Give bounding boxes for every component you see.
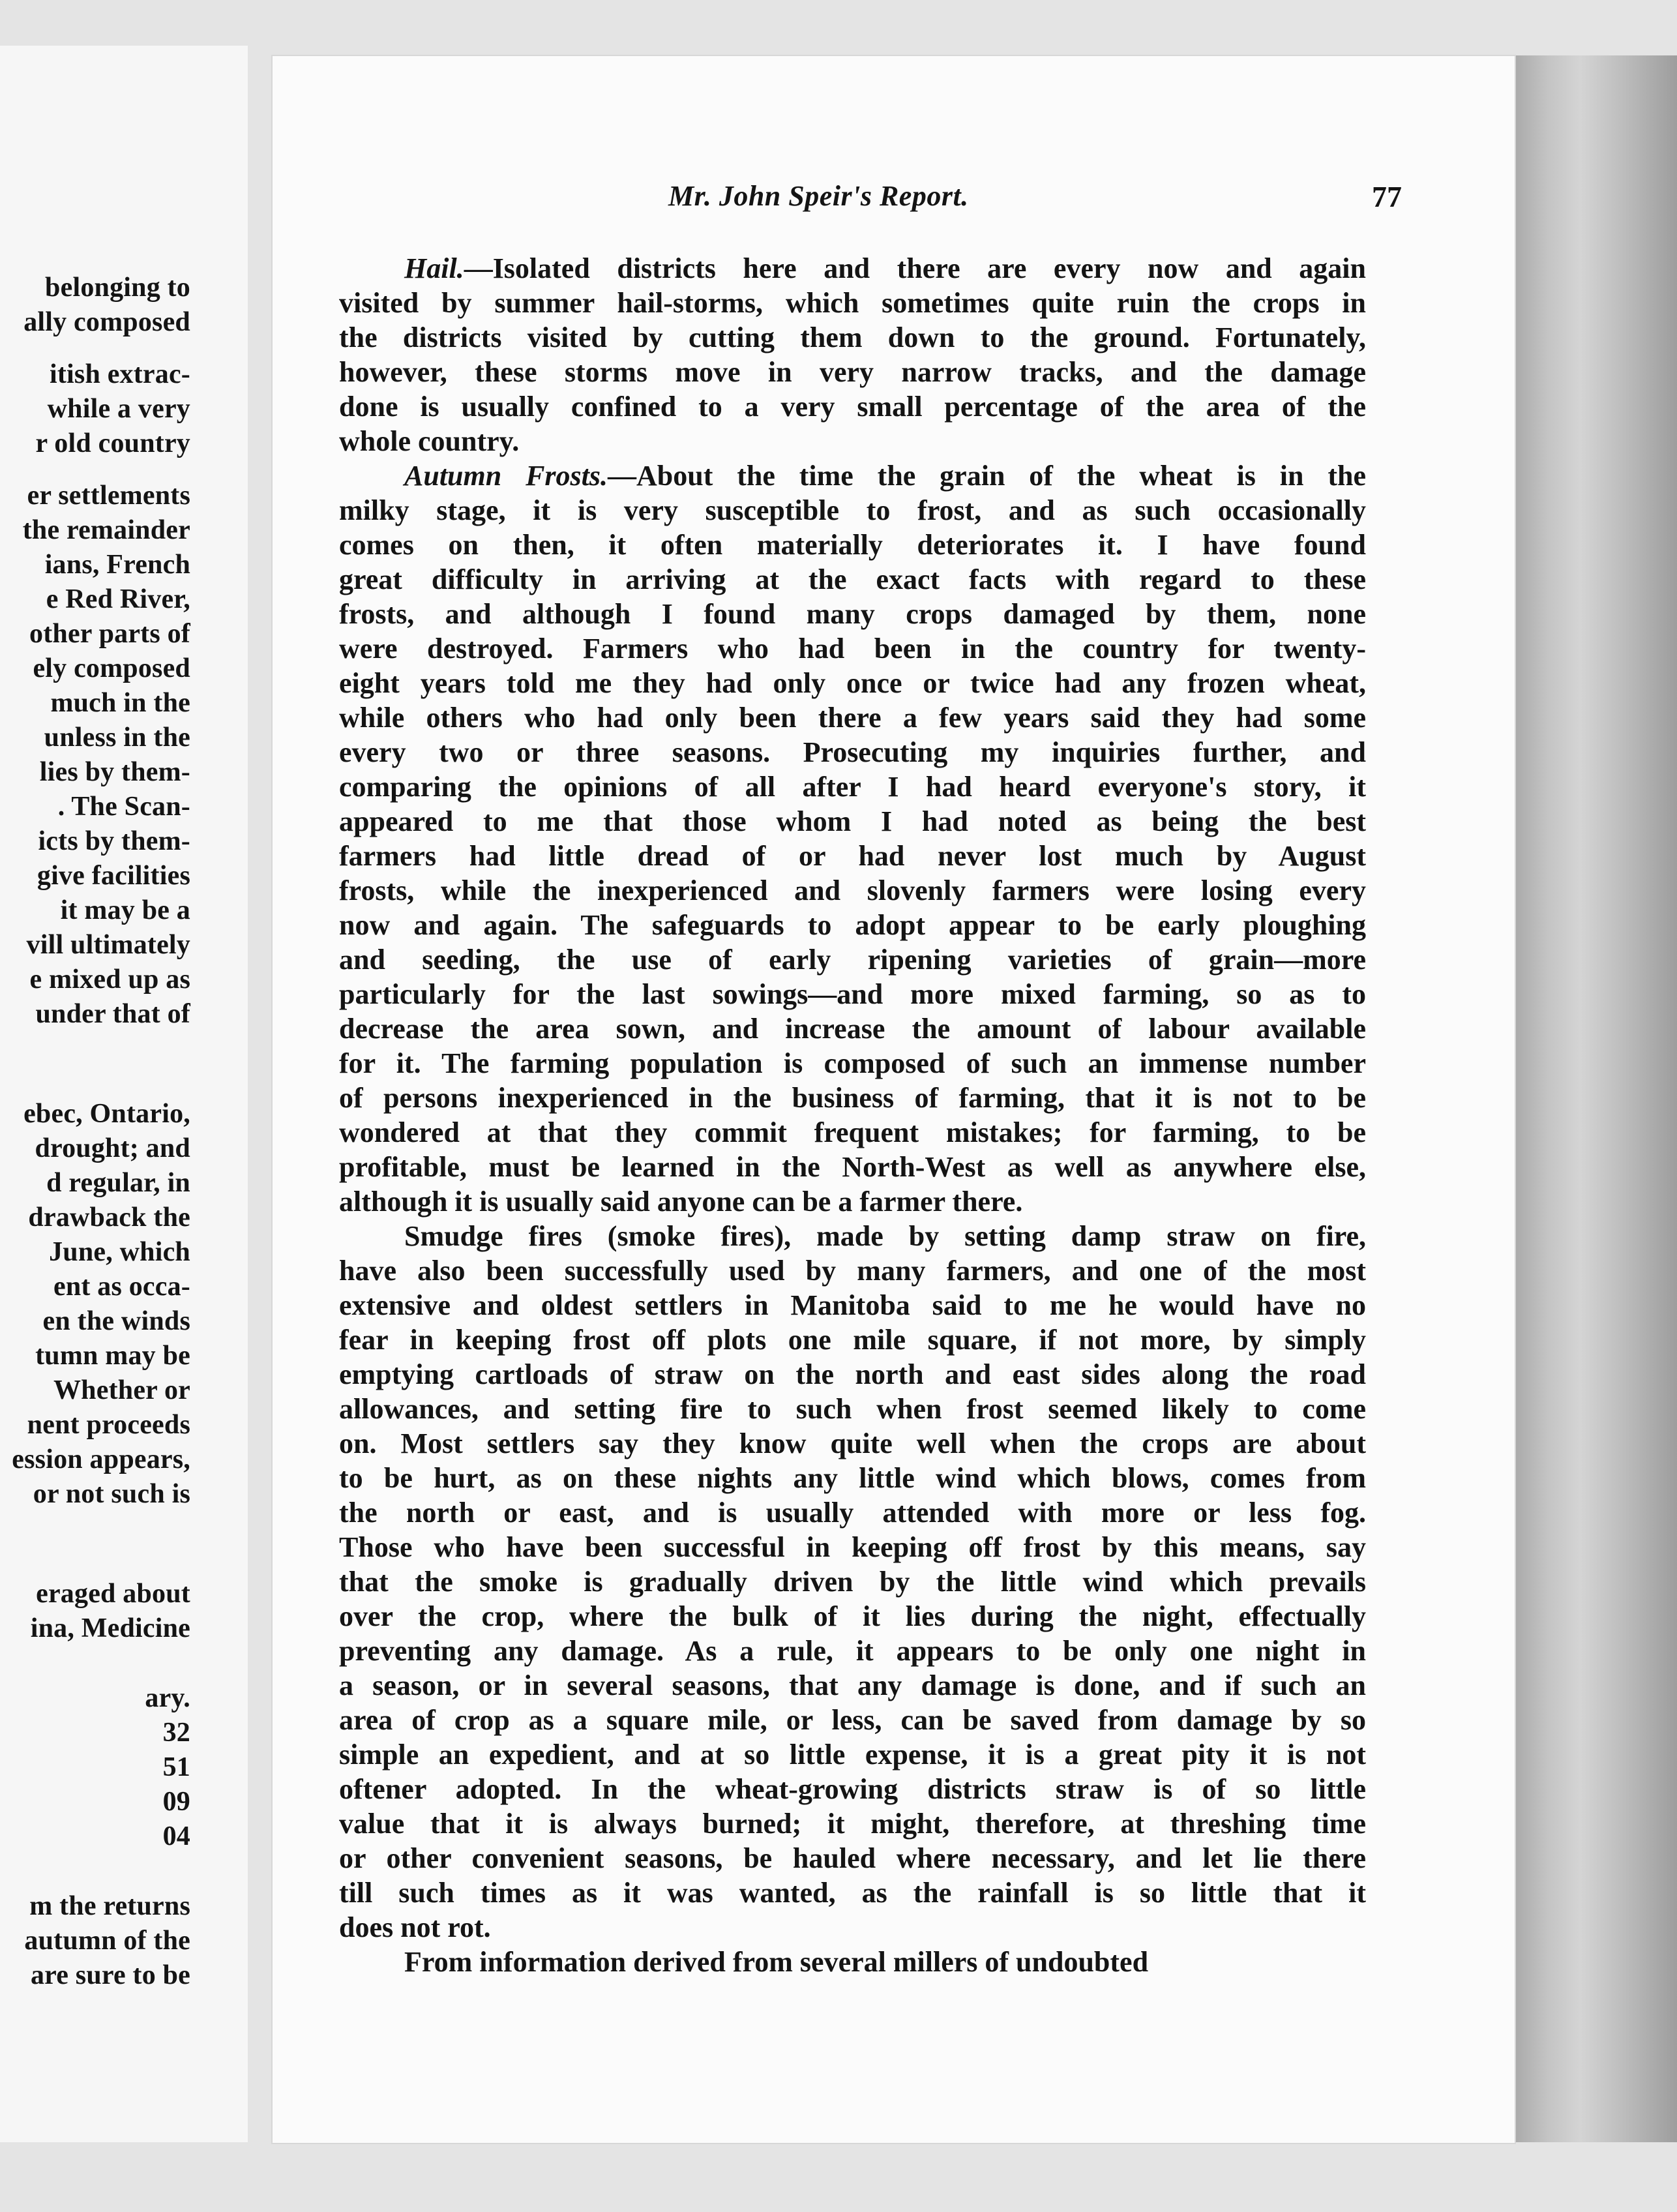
line-text: however, these storms move in very narrow tracks, and the damage [339, 356, 1366, 388]
left-page-line: other parts of [29, 619, 190, 649]
text-line [339, 1081, 1366, 1115]
left-page-line: tumn may be [35, 1341, 190, 1371]
text-line [339, 1288, 1366, 1323]
text-line [339, 1599, 1366, 1634]
line-text: extensive and oldest settlers in Manitoba said to me he would have no [339, 1289, 1366, 1321]
left-page-line: under that of [35, 999, 190, 1029]
line-text: wondered at that they commit frequent mistakes; for farming, to be [339, 1116, 1366, 1148]
text-line [339, 1564, 1366, 1599]
left-page-line: ary. [145, 1683, 190, 1713]
text-line [339, 1219, 1366, 1253]
text-line [339, 286, 1366, 320]
line-text: milky stage, it is very susceptible to frost, and as such occasionally [339, 494, 1366, 526]
book-edge [1516, 55, 1677, 2142]
line-text: decrease the area sown, and increase the amount of labour available [339, 1013, 1366, 1045]
left-page-line: Whether or [53, 1375, 190, 1405]
line-text: —Isolated districts here and there are every now and again [464, 252, 1366, 284]
text-line [339, 562, 1366, 597]
left-page-line: en the winds [42, 1306, 190, 1336]
text-line [339, 873, 1366, 908]
left-page-line: June, which [49, 1237, 190, 1267]
line-text: oftener adopted. In the wheat-growing districts straw is of so little [339, 1773, 1366, 1805]
left-page-line: ians, French [44, 550, 190, 580]
left-page-line: er settlements [27, 481, 190, 511]
text-line [339, 1806, 1366, 1841]
left-page-line: 09 [162, 1787, 190, 1817]
left-page-line: e Red River, [46, 584, 190, 614]
line-text: and seeding, the use of early ripening varieties of grain—more [339, 944, 1366, 976]
left-page-line: while a very [47, 394, 190, 424]
page-number: 77 [1372, 180, 1402, 213]
left-page-line: itish extrac- [49, 359, 190, 389]
line-text: done is usually confined to a very small percentage of the area of the [339, 391, 1366, 423]
left-page-block [0, 1889, 190, 1993]
text-line [339, 700, 1366, 735]
text-line [339, 1737, 1366, 1772]
text-line [339, 1668, 1366, 1703]
text-line [339, 355, 1366, 389]
line-text: preventing any damage. As a rule, it appears to be only one night in [339, 1635, 1366, 1667]
line-text: or other convenient seasons, be hauled where necessary, and let lie there [339, 1842, 1366, 1874]
text-line [339, 804, 1366, 839]
body-text [339, 251, 1366, 1979]
text-line [339, 493, 1366, 528]
left-page-text [0, 271, 190, 1993]
text-line [339, 1150, 1366, 1184]
text-line [339, 1115, 1366, 1150]
text-line [339, 770, 1366, 804]
text-line [339, 1253, 1366, 1288]
left-page-block [0, 357, 190, 461]
left-page-line: drawback the [28, 1203, 190, 1233]
line-text: although it is usually said anyone can be a farmer there. [339, 1186, 1023, 1218]
running-head [326, 179, 1402, 225]
text-line [339, 1392, 1366, 1426]
line-text: particularly for the last sowings—and more mixed farming, so as to [339, 978, 1366, 1010]
line-text: a season, or in several seasons, that any damage is done, and if such an [339, 1669, 1366, 1701]
text-line [339, 528, 1366, 562]
text-line [339, 735, 1366, 770]
line-text: appeared to me that those whom I had noted as being the best [339, 805, 1366, 837]
left-page-line: e mixed up as [29, 964, 190, 994]
line-text: profitable, must be learned in the North-West as well as anywhere else, [339, 1151, 1366, 1183]
left-page-line: lies by them- [39, 757, 190, 787]
line-text: frosts, while the inexperienced and slovenly farmers were losing every [339, 874, 1366, 906]
line-text: does not rot. [339, 1911, 491, 1943]
line-text: every two or three seasons. Prosecuting my inquiries further, and [339, 736, 1366, 768]
line-text: the north or east, and is usually attended with more or less fog. [339, 1497, 1366, 1529]
text-line [339, 1011, 1366, 1046]
line-text: allowances, and setting fire to such when frost seemed likely to come [339, 1393, 1366, 1425]
line-text: now and again. The safeguards to adopt appear to be early ploughing [339, 909, 1366, 941]
text-line [339, 1634, 1366, 1668]
left-page-block [0, 1097, 190, 1512]
text-line [339, 1046, 1366, 1081]
line-text: fear in keeping frost off plots one mile square, if not more, by simply [339, 1324, 1366, 1356]
text-line [339, 977, 1366, 1011]
left-page-line: or not such is [33, 1479, 190, 1509]
text-line [339, 1841, 1366, 1876]
text-line [339, 1323, 1366, 1357]
text-line [339, 597, 1366, 631]
line-text: while others who had only been there a few years said they had some [339, 702, 1366, 734]
left-page-line: vill ultimately [26, 930, 190, 960]
text-line [339, 1945, 1366, 1979]
paragraph [339, 1945, 1366, 1979]
text-line [339, 666, 1366, 700]
text-line [339, 1357, 1366, 1392]
line-text: for it. The farming population is composed of such an immense number [339, 1047, 1366, 1079]
text-line [339, 1184, 1366, 1219]
left-page-line: autumn of the [24, 1926, 190, 1956]
left-page-line: ent as occa- [53, 1272, 190, 1302]
left-page-line: nent proceeds [27, 1410, 190, 1440]
line-text: great difficulty in arriving at the exact facts with regard to these [339, 563, 1366, 595]
left-page-line: are sure to be [30, 1960, 190, 1990]
text-line [339, 839, 1366, 873]
line-text: Smudge fires (smoke fires), made by setting damp straw on fire, [404, 1220, 1366, 1252]
left-page-line: ally composed [23, 307, 190, 337]
text-line [339, 908, 1366, 942]
left-page-line: ina, Medicine [30, 1613, 190, 1643]
text-line [339, 424, 1366, 458]
left-page-line: 04 [162, 1821, 190, 1851]
left-page-line: belonging to [45, 273, 190, 303]
left-page-block [0, 479, 190, 1032]
left-page-line: 51 [162, 1752, 190, 1782]
line-text: comes on then, it often materially deteriorates it. I have found [339, 529, 1366, 561]
line-text: visited by summer hail-storms, which sometimes quite ruin the crops in [339, 287, 1366, 319]
paragraph [339, 251, 1366, 458]
left-page-line: m the returns [29, 1891, 190, 1921]
line-text: were destroyed. Farmers who had been in the country for twenty- [339, 633, 1366, 665]
left-page-line: ession appears, [12, 1444, 190, 1474]
text-line [339, 1910, 1366, 1945]
left-page-line: . The Scan- [57, 792, 190, 822]
line-text: value that it is always burned; it might, therefore, at threshing time [339, 1808, 1366, 1840]
running-title: Mr. John Speir's Report. [668, 180, 969, 212]
left-page-fragment [0, 46, 248, 2142]
text-line [339, 1876, 1366, 1910]
line-text: emptying cartloads of straw on the north and east sides along the road [339, 1358, 1366, 1390]
left-page-line: 32 [162, 1718, 190, 1748]
left-page-line: ely composed [33, 653, 190, 683]
text-line [339, 458, 1366, 493]
line-text: comparing the opinions of all after I had heard everyone's story, it [339, 771, 1366, 803]
text-line [339, 1495, 1366, 1530]
paragraph-heading: Hail. [404, 252, 464, 284]
line-text: —About the time the grain of the wheat is in the [608, 460, 1366, 492]
text-line [339, 1530, 1366, 1564]
text-line [339, 251, 1366, 286]
left-page-line: ebec, Ontario, [23, 1099, 190, 1129]
text-line [339, 631, 1366, 666]
left-page-line: unless in the [44, 723, 190, 753]
paragraph-heading: Autumn Frosts. [404, 460, 608, 492]
paragraph [339, 1219, 1366, 1945]
line-text: have also been successfully used by many farmers, and one of the most [339, 1255, 1366, 1287]
text-line [339, 1426, 1366, 1461]
line-text: simple an expedient, and at so little expense, it is a great pity it is not [339, 1739, 1366, 1771]
line-text: eight years told me they had only once or twice had any frozen wheat, [339, 667, 1366, 699]
left-page-line: r old country [35, 428, 190, 458]
left-page-line: much in the [50, 688, 190, 718]
left-page-line: drought; and [35, 1133, 190, 1163]
text-line [339, 1703, 1366, 1737]
line-text: of persons inexperienced in the business of farming, that it is not to be [339, 1082, 1366, 1114]
left-page-line: icts by them- [38, 826, 190, 856]
left-page-block [0, 271, 190, 340]
text-line [339, 1772, 1366, 1806]
text-line [339, 389, 1366, 424]
left-page-line: the remainder [22, 515, 190, 545]
left-page-line: d regular, in [46, 1168, 190, 1198]
paragraph [339, 458, 1366, 1219]
line-text: that the smoke is gradually driven by the little wind which prevails [339, 1566, 1366, 1598]
line-text: whole country. [339, 425, 520, 457]
line-text: on. Most settlers say they know quite well when the crops are about [339, 1427, 1366, 1459]
line-text: till such times as it was wanted, as the rainfall is so little that it [339, 1877, 1366, 1909]
line-text: area of crop as a square mile, or less, can be saved from damage by so [339, 1704, 1366, 1736]
line-text: to be hurt, as on these nights any little wind which blows, comes from [339, 1462, 1366, 1494]
text-line [339, 942, 1366, 977]
line-text: Those who have been successful in keeping off frost by this means, say [339, 1531, 1366, 1563]
left-page-line: it may be a [60, 895, 190, 925]
line-text: frosts, and although I found many crops damaged by them, none [339, 598, 1366, 630]
left-page-line: eraged about [36, 1579, 190, 1609]
line-text: farmers had little dread of or had never lost much by August [339, 840, 1366, 872]
left-page-line: give facilities [37, 861, 190, 891]
line-text: From information derived from several millers of undoubted [404, 1946, 1149, 1978]
line-text: over the crop, where the bulk of it lies during the night, effectually [339, 1600, 1366, 1632]
text-line [339, 1461, 1366, 1495]
text-line [339, 320, 1366, 355]
left-page-block [0, 1681, 190, 1854]
line-text: the districts visited by cutting them down to the ground. Fortunately, [339, 321, 1366, 353]
left-page-block [0, 1577, 190, 1646]
